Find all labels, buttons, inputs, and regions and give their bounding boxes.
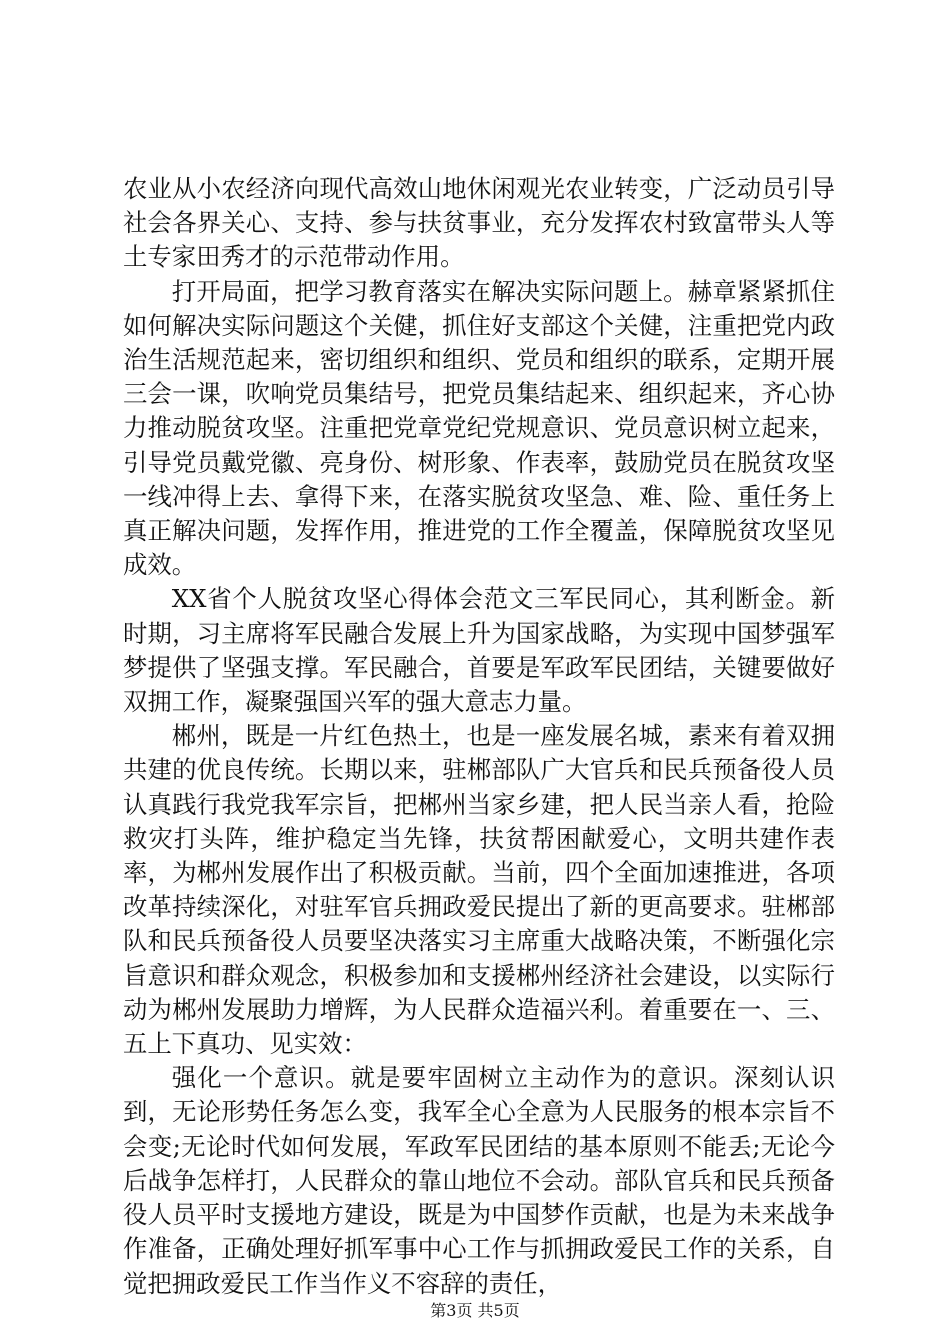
paragraph-4: 郴州，既是一片红色热土，也是一座发展名城，素来有着双拥共建的优良传统。长期以来，驻郴部队广大官兵和民兵预备役人员认真践行我党我军宗旨，把郴州当家乡建，把人民当亲人看，抢险救灾打头阵，维护稳定当先锋，扶贫帮困献爱心，文明共建作表率，为郴州发展作出了积极贡献。当前，四个全面加速推进，各项改革持续深化，对驻军官兵拥政爱民提出了新的更高要求。驻郴部队和民兵预备役人员要坚决落实习主席重大战略决策，不断强化宗旨意识和群众观念，积极参加和支援郴州经济社会建设，以实际行动为郴州发展助力增辉，为人民群众造福兴利。着重要在一、三、五上下真功、见实效： [123, 721, 835, 1059]
page-number-footer: 第3页 共5页 [430, 1301, 520, 1320]
paragraph-1: 农业从小农经济向现代高效山地休闲观光农业转变，广泛动员引导社会各界关心、支持、参与扶贫事业，充分发挥农村致富带头人等土专家田秀才的示范带动作用。 [123, 174, 835, 272]
paragraph-2: 打开局面，把学习教育落实在解决实际问题上。赫章紧紧抓住如何解决实际问题这个关健，抓住好支部这个关健，注重把党内政治生活规范起来，密切组织和组织、党员和组织的联系，定期开展三会一课，吹响党员集结号，把党员集结起来、组织起来，齐心协力推动脱贫攻坚。注重把党章党纪党规意识、党员意识树立起来，引导党员戴党徽、亮身份、树形象、作表率，鼓励党员在脱贫攻坚一线冲得上去、拿得下来，在落实脱贫攻坚急、难、险、重任务上真正解决问题，发挥作用，推进党的工作全覆盖，保障脱贫攻坚见成效。 [123, 276, 835, 580]
document-body [123, 172, 835, 1301]
paragraph-3: XX省个人脱贫攻坚心得体会范文三军民同心，其利断金。新时期，习主席将军民融合发展上升为国家战略，为实现中国梦强军梦提供了坚强支撑。军民融合，首要是军政军民团结，关键要做好双拥工作，凝聚强国兴军的强大意志力量。 [123, 584, 835, 717]
paragraph-5: 强化一个意识。就是要牢固树立主动作为的意识。深刻认识到，无论形势任务怎么变，我军全心全意为人民服务的根本宗旨不会变;无论时代如何发展，军政军民团结的基本原则不能丢;无论今后战争怎样打，人民群众的靠山地位不会动。部队官兵和民兵预备役人员平时支援地方建设，既是为中国梦作贡献，也是为未来战争作准备，正确处理好抓军事中心工作与抓拥政爱民工作的关系，自觉把拥政爱民工作当作义不容辞的责任， [123, 1063, 835, 1298]
